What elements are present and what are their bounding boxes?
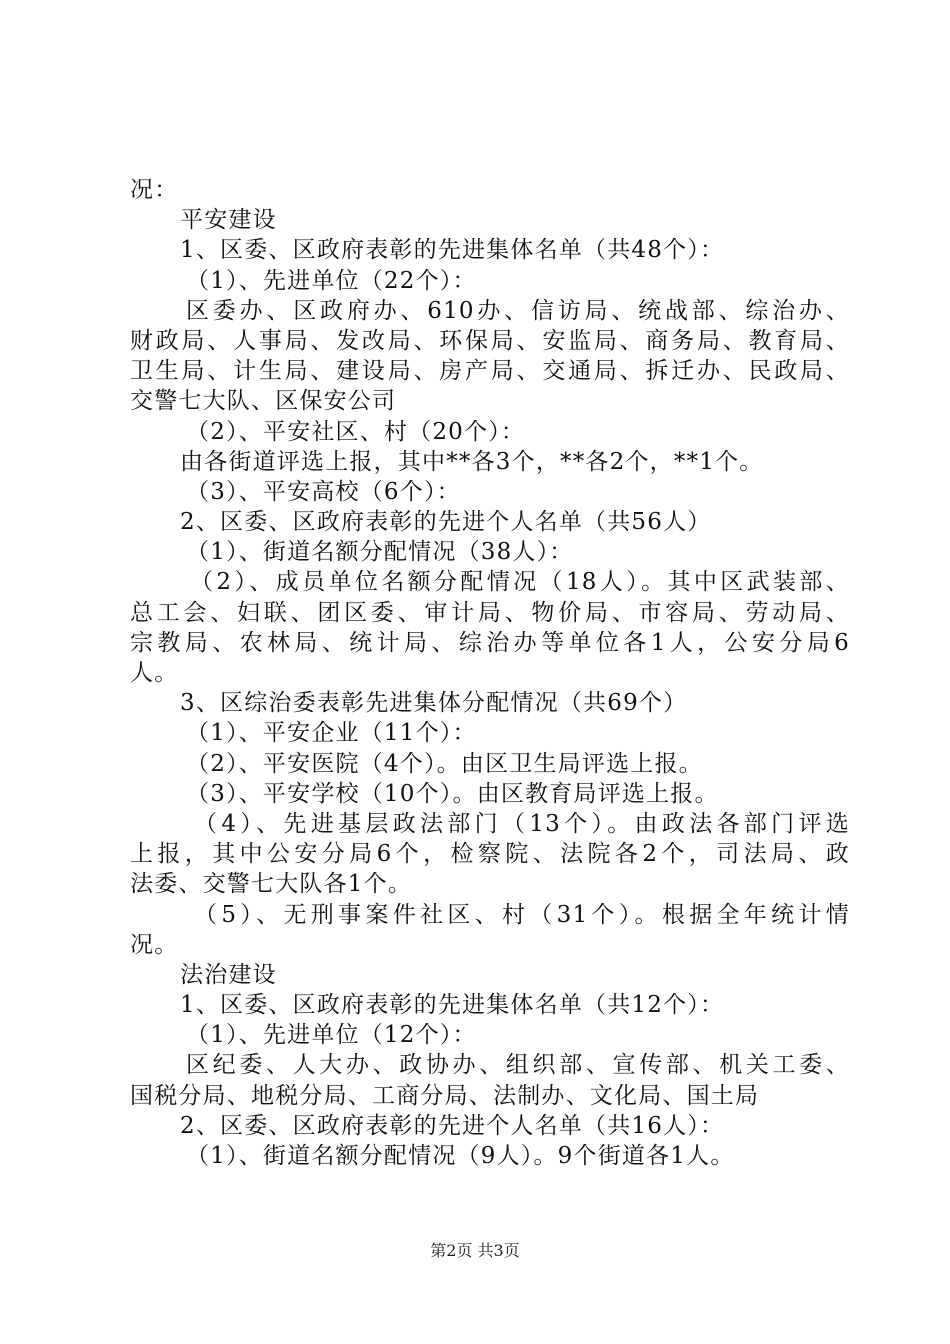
text-line: 总工会、妇联、团区委、审计局、物价局、市容局、劳动局、 xyxy=(130,599,850,626)
text-line: 1、区委、区政府表彰的先进集体名单（共48个）： xyxy=(180,237,725,264)
text-line: 区委办、区政府办、610办、信访局、统战部、综治办、 xyxy=(186,297,850,324)
text-line: 况。 xyxy=(130,931,179,958)
page-footer xyxy=(0,1241,950,1261)
text-line: 2、区委、区政府表彰的先进个人名单（共16人）： xyxy=(180,1112,725,1139)
text-line: （1）、先进单位（22个）： xyxy=(186,267,477,294)
text-line: （3）、平安学校（10个）。由区教育局评选上报。 xyxy=(186,780,719,807)
text-line: 由各街道评选上报，其中**各3个，**各2个，**1个。 xyxy=(180,448,764,475)
text-line: （4）、先进基层政法部门（13个）。由政法各部门评选 xyxy=(194,810,850,837)
text-line: 3、区综治委表彰先进集体分配情况（共69个） xyxy=(180,690,688,717)
text-line: 2、区委、区政府表彰的先进个人名单（共56人） xyxy=(180,509,712,536)
section-heading: 法治建设 xyxy=(180,961,277,988)
text-line: （5）、无刑事案件社区、村（31个）。根据全年统计情 xyxy=(194,901,850,928)
text-line: （1）、平安企业（11个）： xyxy=(186,720,477,747)
text-line: 1、区委、区政府表彰的先进集体名单（共12个）： xyxy=(180,992,725,1019)
text-line: 卫生局、计生局、建设局、房产局、交通局、拆迁办、民政局、 xyxy=(130,358,850,385)
page-number-label: 第2页 共3页 xyxy=(430,1241,520,1260)
text-line: 法委、交警七大队各1个。 xyxy=(130,871,413,898)
text-line: （1）、街道名额分配情况（38人）： xyxy=(186,539,574,566)
document-body xyxy=(130,175,850,1171)
text-line: （1）、先进单位（12个）： xyxy=(186,1022,477,1049)
text-line: 况： xyxy=(130,177,179,203)
text-line: 财政局、人事局、发改局、环保局、安监局、商务局、教育局、 xyxy=(130,327,850,354)
text-line: 国税分局、地税分局、工商分局、法制办、文化局、国土局 xyxy=(130,1082,760,1109)
text-line: 宗教局、农林局、统计局、综治办等单位各1人，公安分局6 xyxy=(130,629,850,656)
text-line: （2）、平安社区、村（20个）： xyxy=(186,418,526,445)
text-line: （1）、街道名额分配情况（9人）。9个街道各1人。 xyxy=(186,1143,735,1169)
text-line: 区纪委、人大办、政协办、组织部、宣传部、机关工委、 xyxy=(186,1052,850,1079)
text-line: 人。 xyxy=(130,660,179,686)
text-line: （2）、平安医院（4个）。由区卫生局评选上报。 xyxy=(186,750,703,777)
text-line: （2）、成员单位名额分配情况（18人）。其中区武装部、 xyxy=(190,569,850,596)
text-line: 交警七大队、区保安公司 xyxy=(130,388,397,415)
text-line: 上报，其中公安分局6个，检察院、法院各2个，司法局、政 xyxy=(130,841,850,868)
text-line: （3）、平安高校（6个）： xyxy=(186,478,461,505)
section-heading: 平安建设 xyxy=(180,207,277,234)
